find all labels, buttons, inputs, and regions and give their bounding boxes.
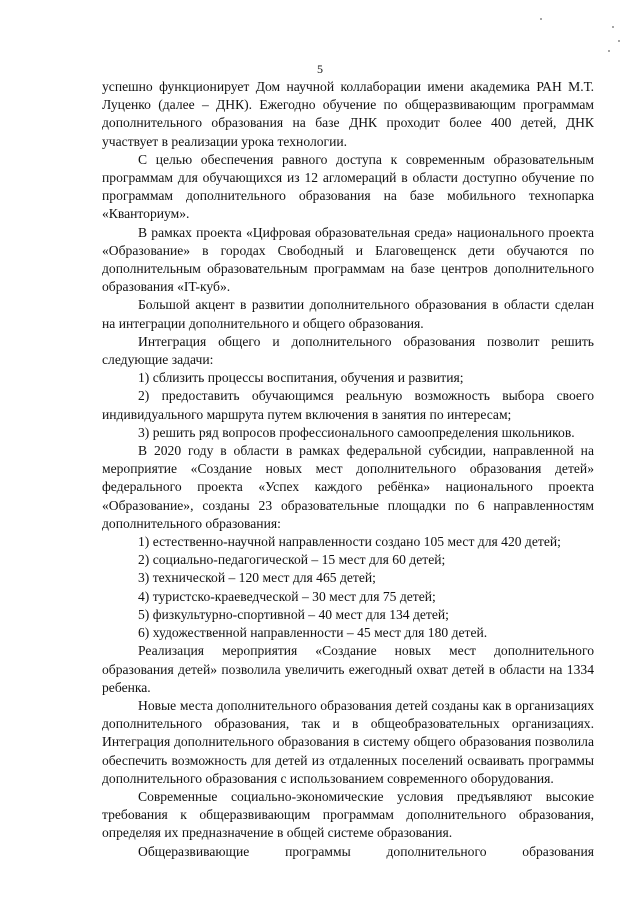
list-item-direction: 5) физкультурно-спортивной – 40 мест для 134 детей;: [138, 606, 449, 622]
paragraph-coverage-increase: Реализация мероприятия «Создание новых мест дополнительного образования детей» позволила увеличить ежегодный охват детей в области на 1334 ребенка.: [102, 643, 594, 695]
paragraph-integration-accent: Большой акцент в развитии дополнительного образования в области сделан на интеграции дополнительного и общего образования.: [102, 297, 594, 331]
list-item-task: 3) решить ряд вопросов профессионального самоопределения школьников.: [138, 424, 575, 440]
list-item-task: 1) сблизить процессы воспитания, обучения и развития;: [138, 370, 464, 386]
list-item-direction: 3) технической – 120 мест для 465 детей;: [138, 570, 376, 586]
paragraph-continuation: успешно функционирует Дом научной коллаборации имени академика РАН М.Т. Луценко (далее – ДНК). Ежегодно обучение по общеразвивающим программам дополнительного образования на базе ДНК проходит более 400 детей, ДНК участвует в реализации урока технологии.: [102, 79, 594, 149]
paragraph-requirements: Современные социально-экономические условия предъявляют высокие требования к общеразвивающим программам дополнительного образования, определяя их предназначение в общей системе образования.: [102, 788, 594, 841]
paragraph-digital-environment: В рамках проекта «Цифровая образовательная среда» национального проекта «Образование» в городах Свободный и Благовещенск дети обучаются по дополнительным образовательным программам на базе центров дополнительного образования «IT-куб».: [102, 224, 594, 295]
paragraph-subsidy-2020: В 2020 году в области в рамках федеральной субсидии, направленной на мероприятие «Создание новых мест дополнительного образования детей» федерального проекта «Успех каждого ребёнка» национального проекта «Образование», созданы 23 образовательные площадки по 6 направленностям дополнительного образования:: [102, 443, 594, 531]
list-item-direction: 6) художественной направленности – 45 мест для 180 детей.: [138, 625, 488, 641]
document-body: [102, 78, 594, 861]
list-item-direction: 2) социально-педагогической – 15 мест для 60 детей;: [138, 552, 446, 568]
list-item-direction: 4) туристско-краеведческой – 30 мест для 75 детей;: [138, 588, 436, 604]
paragraph-new-places: Новые места дополнительного образования детей созданы как в организациях дополнительного образования, так и в общеобразовательных организациях. Интеграция дополнительного образования в систему общего образования позволила обеспечить возможность для детей из отдаленных поселений осваивать программы дополнительного образования с использованием современного оборудования.: [102, 697, 594, 786]
scan-marks: [520, 0, 640, 60]
page-number: 5: [317, 62, 323, 76]
list-item-direction: 1) естественно-научной направленности создано 105 мест для 420 детей;: [138, 534, 561, 550]
paragraph-kvantorium: С целью обеспечения равного доступа к современным образовательным программам для обучающихся из 12 агломераций в области доступно обучение по программам дополнительного образования на базе мобильного технопарка «Кванториум».: [102, 151, 594, 222]
paragraph-integration-tasks: Интеграция общего и дополнительного образования позволит решить следующие задачи:: [102, 333, 594, 368]
list-item-task: 2) предоставить обучающимся реальную возможность выбора своего индивидуального маршрута путем включения в занятия по интересам;: [102, 388, 594, 422]
paragraph-programs-start: Общеразвивающие программы дополнительного образования: [138, 843, 594, 859]
